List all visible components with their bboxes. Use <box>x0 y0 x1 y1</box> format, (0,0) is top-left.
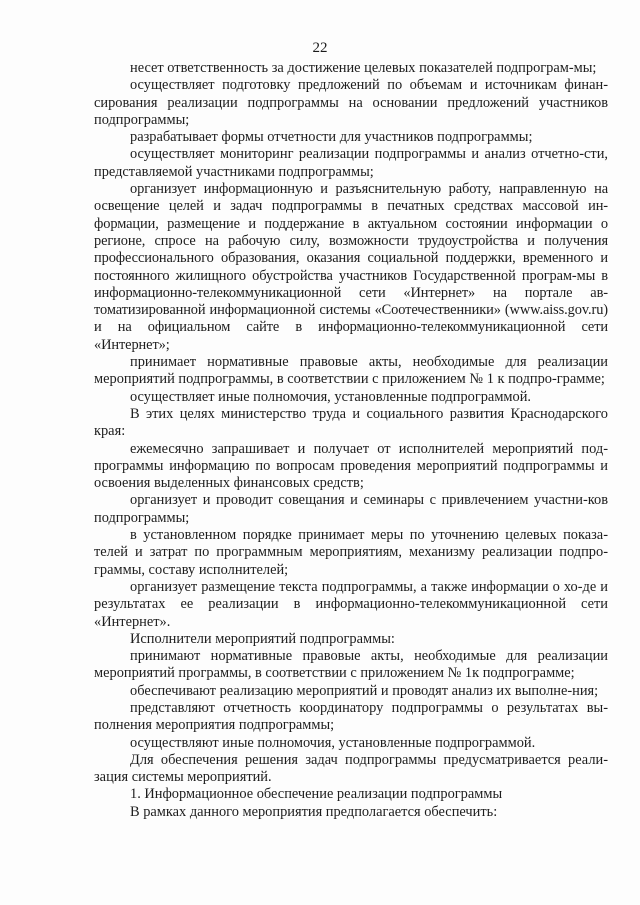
paragraph: осуществляет иные полномочия, установленные подпрограммой. <box>130 388 532 405</box>
paragraph: принимают нормативные правовые акты, необходимые для реализации мероприятий программы, в соответствии с приложением № 1к подпрограмме; <box>94 648 608 682</box>
paragraph: принимает нормативные правовые акты, необходимые для реализации мероприятий подпрограммы, в соответствии с приложением № 1 к подпро-грамме; <box>94 354 608 388</box>
paragraph: организует размещение текста подпрограммы, а также информации о хо-де и результатах ее реализации в информационно-телекоммуникационной сети «Интернет». <box>94 578 608 630</box>
paragraph: представляют отчетность координатору подпрограммы о результатах вы-полнения мероприятия подпрограммы; <box>94 699 608 734</box>
paragraph: разрабатывает формы отчетности для участников подпрограммы; <box>130 129 533 146</box>
paragraph: несет ответственность за достижение целевых показателей подпрограм-мы; <box>130 60 597 76</box>
document-body <box>94 60 608 821</box>
paragraph: обеспечивают реализацию мероприятий и проводят анализ их выполне-ния; <box>130 682 599 699</box>
paragraph: организует и проводит совещания и семинары с привлечением участни-ков подпрограммы; <box>94 492 608 526</box>
paragraph: Исполнители мероприятий подпрограммы: <box>130 630 395 647</box>
paragraph: В рамках данного мероприятия предполагается обеспечить: <box>130 803 498 820</box>
paragraph: ежемесячно запрашивает и получает от исполнителей мероприятий под-программы информацию по вопросам проведения мероприятий подпрограммы и освоения выделенных финансовых средств; <box>94 440 608 492</box>
paragraph: в установленном порядке принимает меры по уточнению целевых показа-телей и затрат по программным мероприятиям, механизму реализации подпро-граммы, составу исполнителей; <box>94 527 608 578</box>
paragraph: В этих целях министерство труда и социального развития Краснодарского края: <box>94 405 608 440</box>
paragraph: осуществляет подготовку предложений по объемам и источникам финан-сирования реализации подпрограммы на основании предложений участников подпрограммы; <box>94 77 608 128</box>
page-number: 22 <box>312 40 328 56</box>
section-heading: 1. Информационное обеспечение реализации подпрограммы <box>130 786 503 803</box>
paragraph: осуществляет мониторинг реализации подпрограммы и анализ отчетно-сти, представляемой участниками подпрограммы; <box>94 146 608 180</box>
paragraph: организует информационную и разъяснительную работу, направленную на освещение целей и задач подпрограммы в печатных средствах массовой ин-формации, размещение и поддержание в актуальном состоянии информации о регионе, спросе на рабочую силу, возможности трудоустройства и получения профессионального образования, оказания социальной поддержки, временного и постоянного жилищного обустройства участников Государственной програм-мы в информационно-телекоммуникационной сети «Интернет» на портале ав-томатизированной информационной системы «Соотечественники» (www.aiss.gov.ru) и на официальном сайте в информационно-телекоммуникационной сети «Интернет»; <box>94 181 608 353</box>
paragraph: Для обеспечения решения задач подпрограммы предусматривается реали-зация системы мероприятий. <box>94 751 608 786</box>
paragraph: осуществляют иные полномочия, установленные подпрограммой. <box>130 734 536 751</box>
